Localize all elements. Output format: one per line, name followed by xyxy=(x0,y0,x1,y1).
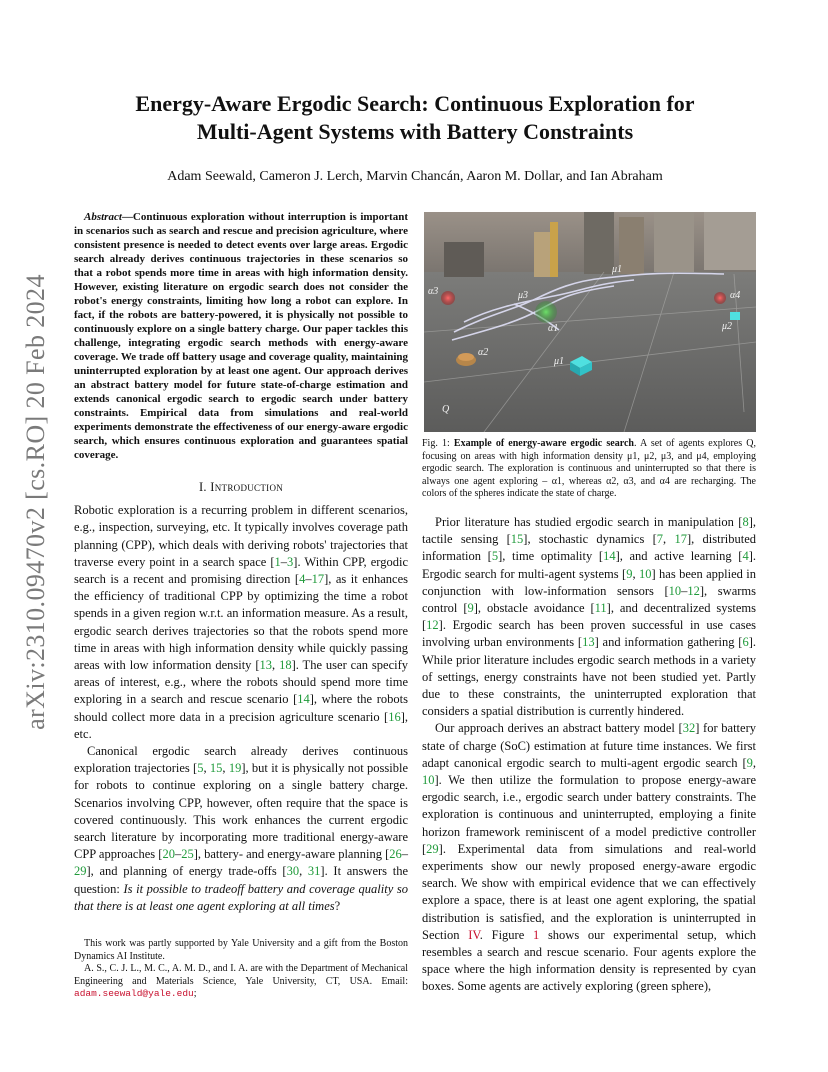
text-run: , xyxy=(222,761,229,776)
caption-title: Example of energy-aware ergodic search xyxy=(453,438,634,449)
text-run: Prior literature has studied ergodic search in manipulation [ xyxy=(435,515,743,529)
label-mu3: μ3 xyxy=(518,290,529,301)
text-run: ], where the robots should collect more data in a precision agriculture scenario [ xyxy=(74,692,408,724)
text-run: , xyxy=(272,658,280,673)
left-column xyxy=(74,210,408,915)
label-alpha2: α2 xyxy=(478,347,489,358)
text-run: ]. Experimental data from simulations and real-world experiments show our newly proposed energy-aware ergodic search. We show with empirical evidence that we can effectively explore a space, there is at least one agent exploring, the spatial distribution is satisfied, and the exploration is uninterrupted in Section xyxy=(422,841,756,942)
citation-link[interactable]: 29 xyxy=(426,841,439,856)
text-run: , xyxy=(663,532,675,547)
section-link[interactable]: IV xyxy=(468,927,480,942)
citation-link[interactable]: 9 xyxy=(626,566,633,581)
text-run: – xyxy=(280,554,288,569)
text-run: – xyxy=(401,847,408,862)
label-Q: Q xyxy=(442,404,450,415)
text-run: – xyxy=(305,572,312,587)
text-run: ; xyxy=(193,988,197,999)
citation-link[interactable]: 10 xyxy=(422,773,435,788)
agent-alpha4-sphere xyxy=(714,292,726,304)
text-run: ] has been applied in conjunction with low-information sensors [ xyxy=(422,566,757,598)
citation-link[interactable]: 1 xyxy=(274,554,281,569)
agent-alpha1-sphere xyxy=(535,301,557,323)
author-list: Adam Seewald, Cameron J. Lerch, Marvin Chancán, Aaron M. Dollar, and Ian Abraham xyxy=(167,169,663,184)
abstract-label: Abstract xyxy=(84,211,122,223)
text-run: ], stochastic dynamics [ xyxy=(523,532,657,547)
label-alpha4: α4 xyxy=(730,290,741,301)
citation-link[interactable]: 4 xyxy=(742,549,749,564)
citation-link[interactable]: 5 xyxy=(491,549,499,564)
citation-link[interactable]: 13 xyxy=(259,658,273,673)
text-run: ] for battery state of charge (SoC) estimation at future time instances. We first adapt canonical ergodic search to multi-agent ergodic search [ xyxy=(422,721,756,770)
abstract xyxy=(74,210,408,462)
text-run: ], but it is physically not possible for robots to continue exploring on a single battery charge. Scenarios involving CPP, however, often require that the space is covered continuously. This work enhances the current ergodic search literature by incorporating more traditional energy-aware CPP approaches [ xyxy=(74,761,409,862)
text-run: ]. It answers the question: xyxy=(74,864,408,896)
figure-1-caption xyxy=(422,438,756,501)
text-run: ], etc. xyxy=(74,709,408,741)
floor xyxy=(424,272,756,432)
text-run: ]. Within CPP, ergodic search is a recent and promising direction [ xyxy=(74,554,408,587)
citation-link[interactable]: 8 xyxy=(742,515,749,529)
title-line-2: Multi-Agent Systems with Battery Constraints xyxy=(196,119,634,144)
footnote-funding: This work was partly supported by Yale University and a gift from the Boston Dynamics AI Institute. xyxy=(74,938,408,962)
arxiv-id: arXiv:2310.09470v2 [cs.RO] 20 Feb 2024 xyxy=(21,274,50,730)
text-run: ], and planning of energy trade-offs [ xyxy=(86,864,287,879)
figure-link[interactable]: 1 xyxy=(532,927,540,942)
intro-paragraph-2 xyxy=(74,743,408,915)
citation-link[interactable]: 30 xyxy=(286,864,300,879)
footnote-affiliation xyxy=(74,963,408,1001)
title-line-1: Energy-Aware Ergodic Search: Continuous Exploration for xyxy=(135,91,695,116)
citation-link[interactable]: 10 xyxy=(638,566,652,581)
label-mu1: μ1 xyxy=(612,264,623,275)
label-mu2: μ2 xyxy=(722,321,733,332)
citation-link[interactable]: 17 xyxy=(311,572,325,587)
experiment-scene xyxy=(424,212,756,432)
text-run: ], tactile sensing [ xyxy=(422,515,756,547)
text-run: , xyxy=(752,755,756,770)
citation-link[interactable]: 12 xyxy=(687,583,700,598)
citation-link[interactable]: 16 xyxy=(388,709,401,724)
section-name: Introduction xyxy=(210,480,284,494)
text-run: ], distributed information [ xyxy=(422,532,757,564)
citation-link[interactable]: 12 xyxy=(426,618,439,633)
intro-paragraph-1 xyxy=(74,502,408,743)
text-run: , xyxy=(203,761,210,776)
citation-link[interactable]: 4 xyxy=(299,572,306,587)
citation-link[interactable]: 29 xyxy=(74,864,87,879)
text-run: A. S., C. J. L., M. C., A. M. D., and I. A. are with the Department of Mechanical Engineering and Materials Science, Yale University, CT, USA. Email: xyxy=(74,963,408,987)
citation-link[interactable]: 5 xyxy=(197,761,204,776)
arxiv-side-stamp xyxy=(10,274,62,730)
citation-link[interactable]: 3 xyxy=(287,554,294,569)
section-number: I. xyxy=(198,480,207,494)
citation-link[interactable]: 25 xyxy=(181,847,194,862)
citation-link[interactable]: 9 xyxy=(467,601,474,616)
citation-link[interactable]: 20 xyxy=(162,847,175,862)
text-run: shows our experimental setup, which resembles a search and rescue scenario. Four agents explore the space where the high information density is represented by cyan boxes. Some agents are actively exploring (green sphere), xyxy=(422,927,756,994)
right-paragraph-2 xyxy=(422,720,756,995)
figure-1-photo xyxy=(424,212,756,432)
text-run: ]. Ergodic search for multi-agent systems [ xyxy=(422,549,756,581)
citation-link[interactable]: 32 xyxy=(682,721,696,736)
text-run: ]. Ergodic search has been proven successful in use cases involving urban environments [ xyxy=(422,618,756,650)
citation-link[interactable]: 11 xyxy=(594,601,607,616)
caption-text: . A set of agents explores Q, focusing on areas with high information density μ1, μ2, μ3, and μ4, employing ergodic search. The exploration is continuous and uninterrupted so that there is always one agent exploring – α1, whereas α2, α3, and α4 are recharging. The colors of the spheres indicate the state of charge. xyxy=(422,438,756,500)
text-run: ]. The user can specify areas of interest, e.g., where the robots should spend more time exploring in a search and rescue scenario [ xyxy=(74,658,409,707)
citation-link[interactable]: 10 xyxy=(668,583,682,598)
text-run: – xyxy=(174,847,182,862)
caption-prefix: Fig. 1: xyxy=(422,438,454,449)
text-run: ], obstacle avoidance [ xyxy=(473,601,595,616)
footnote xyxy=(74,938,408,1001)
text-run: Robotic exploration is a recurring problem in different scenarios, e.g., inspection, surveying, etc. It typically involves coverage path planning (CPP), which deals with deriving robots' trajectories that traverse every point in a search space [ xyxy=(74,503,408,569)
citation-link[interactable]: 26 xyxy=(389,847,402,862)
label-alpha1: α1 xyxy=(548,323,559,334)
label-mu1-near: μ1 xyxy=(554,356,565,367)
text-run: ? xyxy=(334,898,341,913)
text-run: Canonical ergodic search already derives continuous exploration trajectories [ xyxy=(74,744,408,776)
text-run: , xyxy=(299,864,308,879)
agent-alpha3-sphere xyxy=(441,291,455,305)
right-column xyxy=(422,514,756,996)
text-run: ], time optimality [ xyxy=(498,549,604,564)
abstract-text: —Continuous exploration without interruption is important in scenarios such as search and rescue and precision agriculture, where consistent presence is needed to detect events over large areas. Ergodic search already derives continuous trajectories in these scenarios so that a robot spends more time in areas with high information density. However, existing literature on ergodic search does not consider the robot's energy constraints, limiting how long a robot can explore. In fact, if the robots are battery-powered, it is physically not possible to continuously explore on a single battery charge. Our paper tackles this challenge, integrating ergodic search methods with energy-aware coverage. We trade off battery usage and coverage quality, maintaining uninterrupted exploration by at least one agent. Our approach derives an abstract battery model for future state-of-charge estimation and extends canonical ergodic search to ergodic search under battery constraints. Empirical data from simulations and real-world experiments demonstrate the effectiveness of our energy-aware ergodic search, which ensures continuous exploration and guarantees spatial coverage. xyxy=(74,211,408,461)
label-alpha3: α3 xyxy=(428,286,439,297)
text-run: ], and decentralized systems [ xyxy=(422,601,756,633)
citation-link[interactable]: 15 xyxy=(209,761,223,776)
citation-link[interactable]: 31 xyxy=(307,864,321,879)
research-question: Is it possible to tradeoff battery and coverage quality so that there is at least one agent exploring at all times xyxy=(74,881,408,913)
text-run: . Figure xyxy=(479,927,533,942)
citation-link[interactable]: 14 xyxy=(603,549,616,564)
text-run: ]. We then utilize the formulation to propose energy-aware ergodic search, i.e., ergodic search under battery constraints. The exploration is continuous and uninterrupted, employing a finite horizon framework reminiscent of a model predictive controller [ xyxy=(422,773,756,856)
text-run: – xyxy=(681,583,688,598)
citation-link[interactable]: 13 xyxy=(582,635,595,650)
right-paragraph-1 xyxy=(422,514,756,720)
text-run: ], swarms control [ xyxy=(422,583,756,616)
citation-link[interactable]: 7 xyxy=(656,532,664,547)
citation-link[interactable]: 17 xyxy=(674,532,687,547)
text-run: ]. While prior literature includes ergodic search methods in a variety of settings, energy constraints have not been studied yet. Partly due to these constraints, the uninterrupted exploration that considers a spatial distribution is currently hindered. xyxy=(422,635,756,719)
text-run: ], battery- and energy-aware planning [ xyxy=(193,847,390,862)
text-run: ] and information gathering [ xyxy=(594,635,743,650)
text-run: Our approach derives an abstract battery model [ xyxy=(435,721,683,736)
text-run: ], and active learning [ xyxy=(615,549,743,564)
email-link[interactable]: adam.seewald@yale.edu xyxy=(74,988,194,999)
citation-link[interactable]: 14 xyxy=(297,692,310,707)
text-run: ], as it enhances the efficiency of traditional CPP by optimizing the time a robot spends in a given region w.r.t. an information measure. As a result, ergodic search derives trajectories so that the robots spend more time in areas with high information density while quickly passing areas with low information density [ xyxy=(74,572,409,673)
citation-link[interactable]: 6 xyxy=(742,635,749,650)
citation-link[interactable]: 19 xyxy=(228,761,242,776)
section-heading-introduction xyxy=(74,479,408,496)
paper-title xyxy=(70,90,760,146)
citation-link[interactable]: 18 xyxy=(279,658,292,673)
citation-link[interactable]: 15 xyxy=(510,532,524,547)
citation-link[interactable]: 9 xyxy=(746,755,753,770)
text-run: , xyxy=(632,566,639,581)
